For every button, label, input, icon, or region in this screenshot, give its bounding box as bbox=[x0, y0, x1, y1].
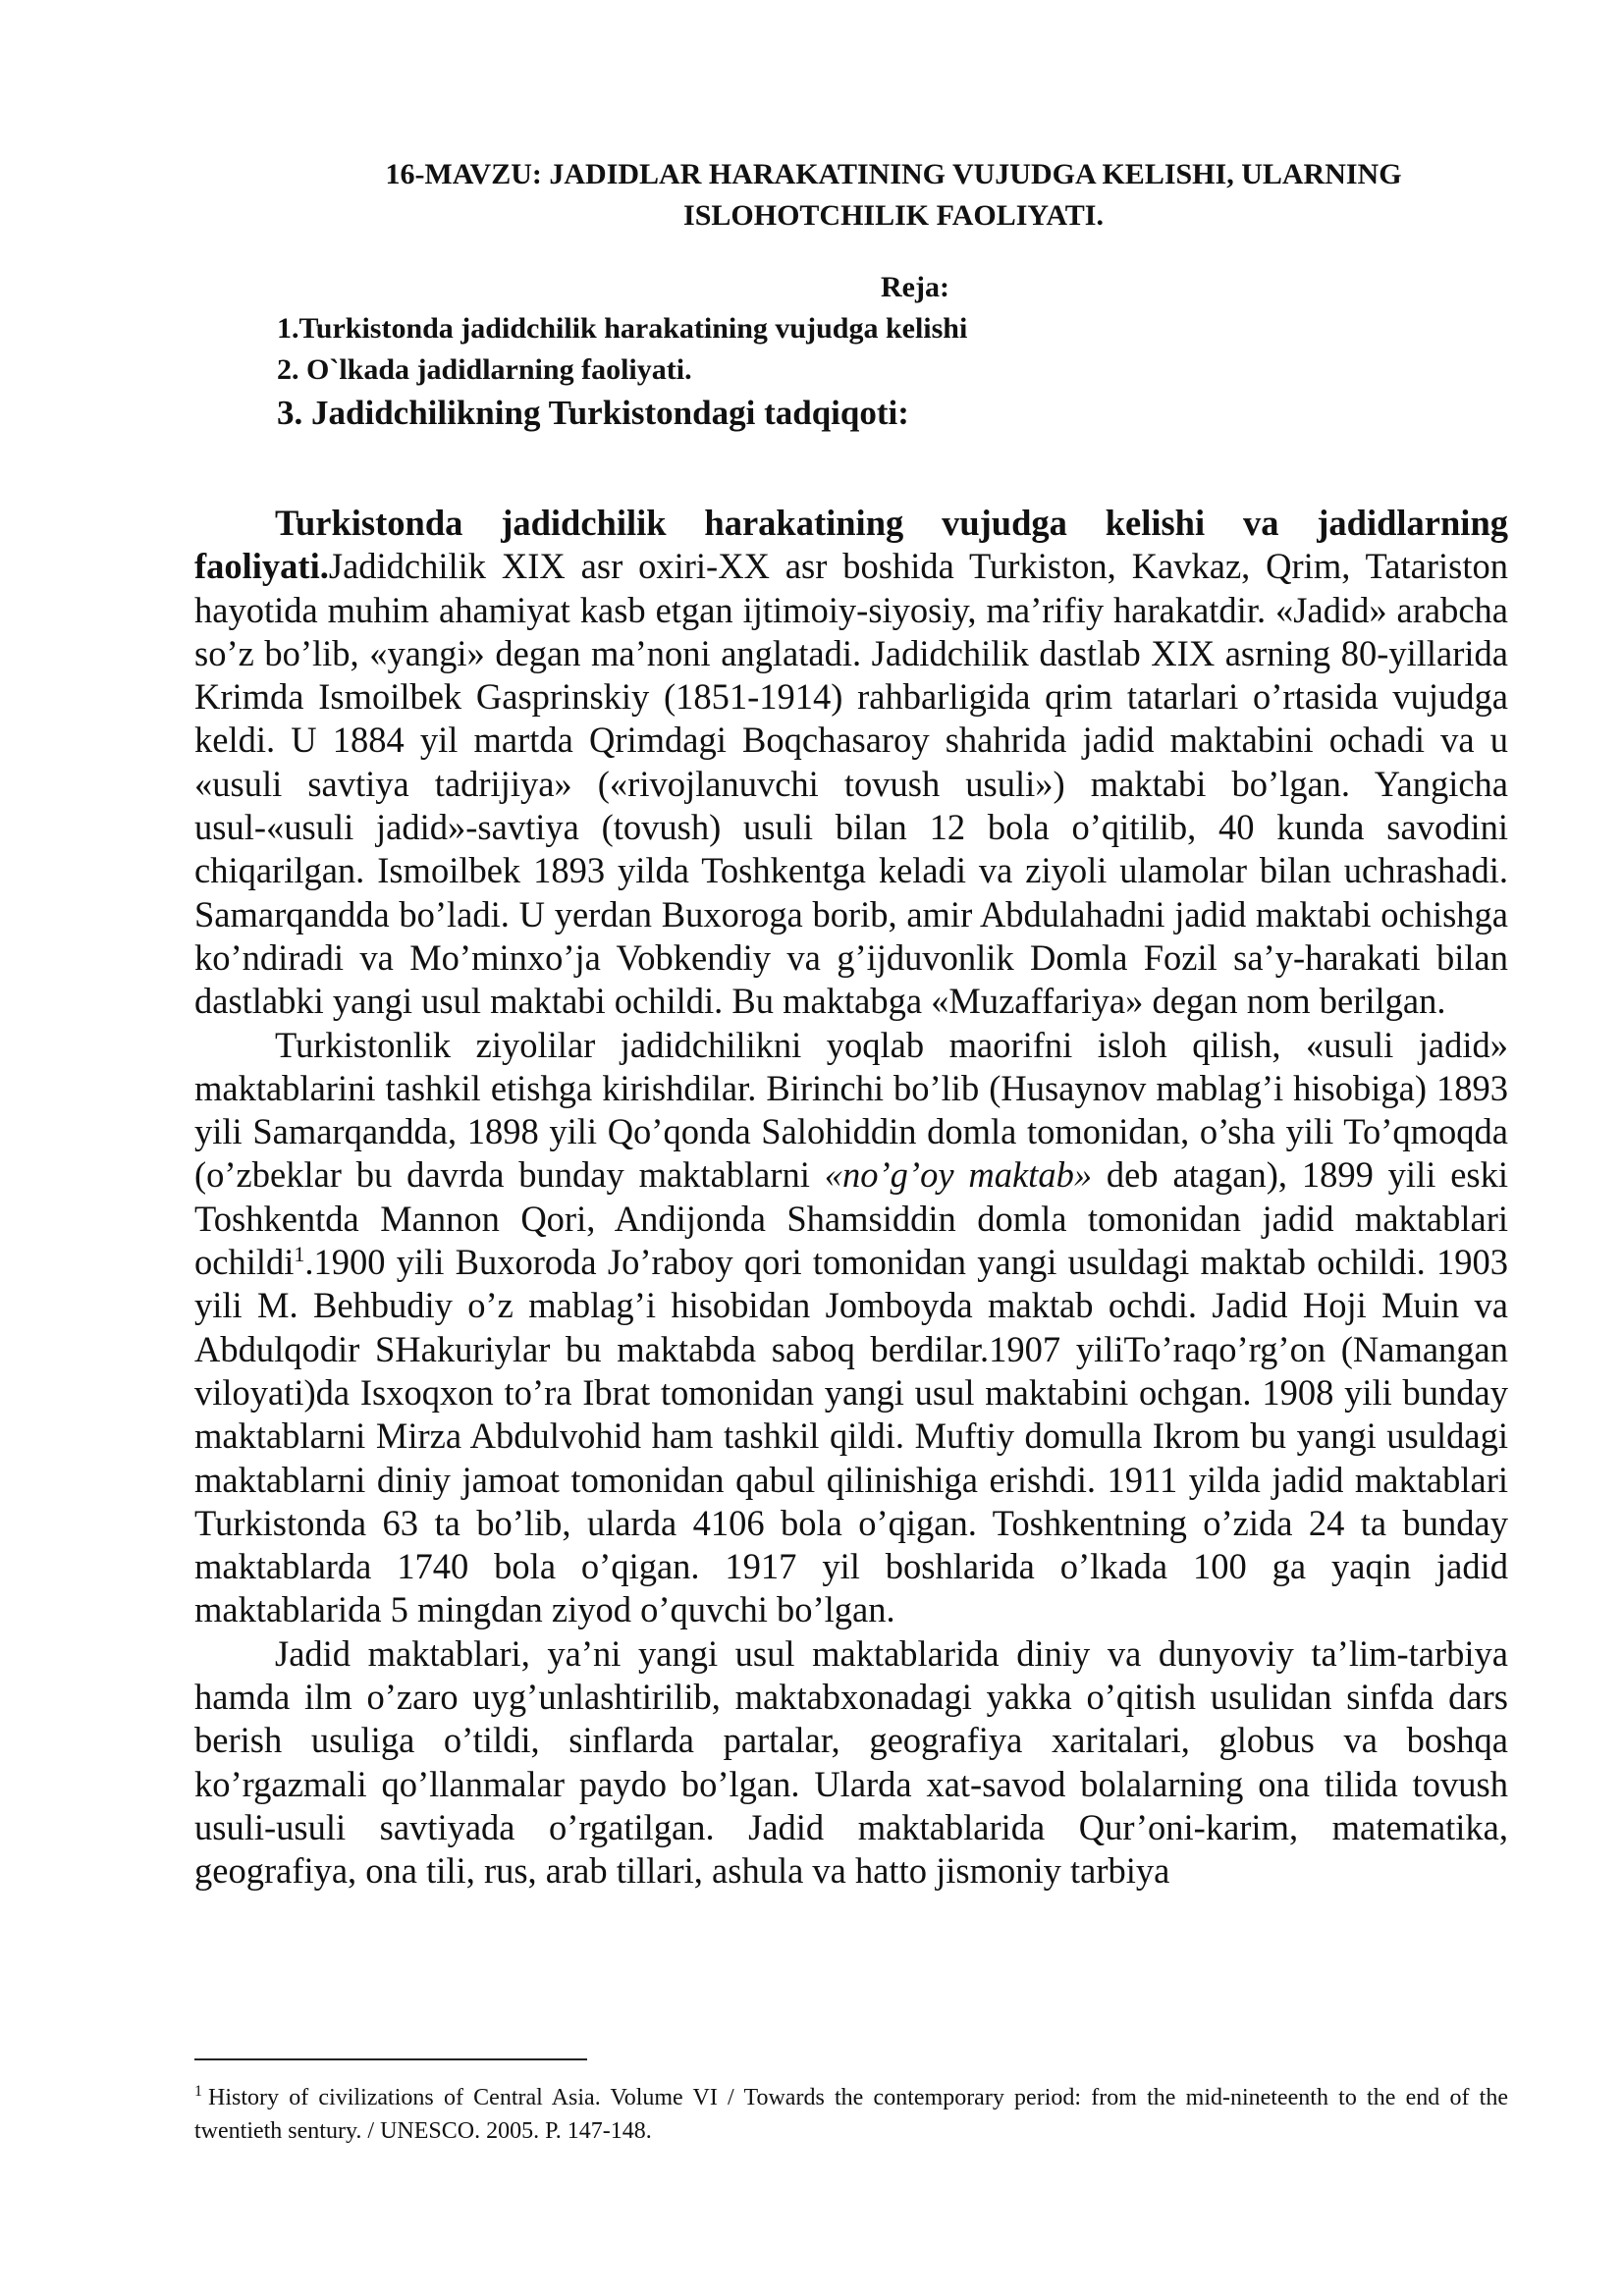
section-heading: Turkistonda jadidchilik harakatining vujudga kelishi va jadidlarning faoliyati. bbox=[194, 503, 1508, 587]
title-line-1: 16-MAVZU: JADIDLAR HARAKATINING VUJUDGA KELISHI, ULARNING bbox=[385, 158, 1402, 190]
footnote bbox=[194, 2081, 1508, 2148]
footnote-mark: 1 bbox=[194, 2083, 202, 2100]
paragraph-2 bbox=[194, 1024, 1508, 1632]
footnote-reference[interactable]: 1 bbox=[294, 1241, 305, 1266]
page-title bbox=[295, 154, 1492, 237]
paragraph-3 bbox=[194, 1632, 1508, 1894]
italic-term: «no’g’oy maktab» bbox=[824, 1154, 1093, 1196]
plan-item-1: 1.Turkistonda jadidchilik harakatining vujudga kelishi bbox=[277, 312, 968, 345]
footnote-divider bbox=[194, 2058, 587, 2060]
paragraph-2-text-b: deb atagan), 1899 yili eski Toshkentda Mannon Qori, Andijonda Shamsiddin domla tomonidan jadid maktablari ochildi bbox=[194, 1154, 1508, 1283]
paragraph-2-text-c: .1900 yili Buxoroda Jo’raboy qori tomonidan yangi usuldagi maktab ochildi. 1903 yili M. Behbudiy o’z mablag’i hisobidan Jomboyda maktab ochdi. Jadid Hoji Muin va Abdulqodir SHakuriylar bu maktabda saboq berdilar.1907 yiliTo’raqo’rg’on (Namangan viloyati)da Isxoqxon to’ra Ibrat tomonidan yangi usul maktabini ochgan. 1908 yili bunday maktablarni Mirza Abdulvohid ham tashkil qildi. Muftiy domulla Ikrom bu yangi usuldagi maktablarni diniy jamoat tomonidan qabul qilinishiga erishdi. 1911 yilda jadid maktablari Turkistonda 63 ta bo’lib, ularda 4106 bola o’qigan. Toshkentning o’zida 24 ta bunday maktablarda 1740 bola o’qigan. 1917 yil boshlarida o’lkada 100 ga yaqin jadid maktablarida 5 mingdan ziyod o’quvchi bo’lgan. bbox=[194, 1242, 1508, 1630]
paragraph-1-text: Jadidchilik XIX asr oxiri-XX asr boshida Turkiston, Kavkaz, Qrim, Tatariston hayotida muhim ahamiyat kasb etgan ijtimoiy-siyosiy, ma’rifiy harakatdir. «Jadid» arabcha so’z bo’lib, «yangi» degan ma’noni anglatadi. Jadidchilik dastlab XIX asrning 80-yillarida Krimda Ismoilbek Gasprinskiy (1851-1914) rahbarligida qrim tatarlari o’rtasida vujudga keldi. U 1884 yil martda Qrimdagi Boqchasaroy shahrida jadid maktabini ochadi va u «usuli savtiya tadrijiya» («rivojlanuvchi tovush usuli») maktabi bo’lgan. Yangicha usul-«usuli jadid»-savtiya (tovush) usuli bilan 12 bola o’qitilib, 40 kunda savodini chiqarilgan. Ismoilbek 1893 yilda Toshkentga keladi va ziyoli ulamolar bilan uchrashadi. Samarqandda bo’ladi. U yerdan Buxoroga borib, amir Abdulahadni jadid maktabi ochishga ko’ndiradi va Mo’minxo’ja Vobkendiy va g’ijduvonlik Domla Fozil sa’y-harakati bilan dastlabki yangi usul maktabi ochildi. Bu maktabga «Muzaffariya» degan nom berilgan. bbox=[194, 546, 1508, 1022]
paragraph-3-text: Jadid maktablari, ya’ni yangi usul maktablarida diniy va dunyoviy ta’lim-tarbiya hamda ilm o’zaro uyg’unlashtirilib, maktabxonadagi yakka o’qitish usulidan sinfda dars berish usuliga o’tildi, sinflarda partalar, geografiya xaritalari, globus va boshqa ko’rgazmali qo’llanmalar paydo bo’lgan. Ularda xat-savod bolalarning ona tilida tovush usuli-usuli savtiyada o’rgatilgan. Jadid maktablarida Qur’oni-karim, matematika, geografiya, ona tili, rus, arab tillari, ashula va hatto jismoniy tarbiya bbox=[194, 1632, 1508, 1892]
title-line-2: ISLOHOTCHILIK FAOLIYATI. bbox=[683, 199, 1104, 232]
paragraph-1 bbox=[194, 502, 1508, 1024]
plan-item-2: 2. O`lkada jadidlarning faoliyati. bbox=[277, 353, 692, 386]
footnote-text: History of civilizations of Central Asia. Volume VI / Towards the contemporary period: from the mid-nineteenth to the end of the twentieth sentury. / UNESCO. 2005. P. 147-148. bbox=[194, 2085, 1508, 2144]
plan-heading: Reja: bbox=[881, 271, 949, 303]
paragraph-2-text-a: Turkistonlik ziyolilar jadidchilikni yoqlab maorifni isloh qilish, «usuli jadid» maktablarini tashkil etishga kirishdilar. Birinchi bo’lib (Husaynov mablag’i hisobiga) 1893 yili Samarqandda, 1898 yili Qo’qonda Salohiddin domla tomonidan, o’sha yili To’qmoqda (o’zbeklar bu davrda bunday maktablarni bbox=[194, 1024, 1508, 1196]
plan-item-3: 3. Jadidchilikning Turkistondagi tadqiqoti: bbox=[277, 394, 909, 432]
lesson-plan bbox=[277, 267, 1494, 436]
body-text bbox=[194, 502, 1508, 1894]
